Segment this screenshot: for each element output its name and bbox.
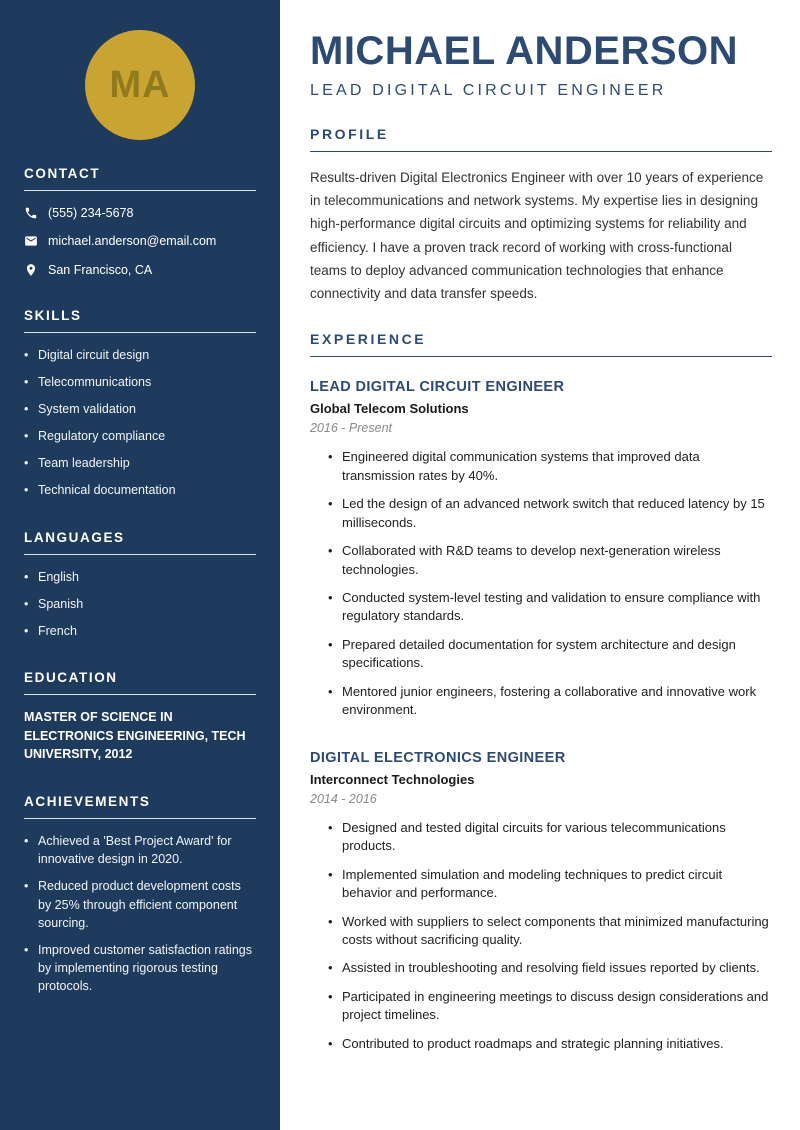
job-bullet: • Collaborated with R&D teams to develop next-generation wireless technologies.	[328, 542, 772, 579]
person-name: MICHAEL ANDERSON	[310, 29, 739, 73]
language-item: • Spanish	[24, 595, 256, 613]
languages-heading: LANGUAGES	[24, 530, 256, 555]
skills-list	[24, 346, 256, 500]
job-title: LEAD DIGITAL CIRCUIT ENGINEER	[310, 379, 565, 396]
contact-location-text: San Francisco, CA	[48, 262, 153, 277]
avatar	[85, 30, 195, 140]
job-entry	[310, 750, 772, 1054]
skill-item: • Regulatory compliance	[24, 427, 256, 445]
achievements-heading: ACHIEVEMENTS	[24, 794, 256, 819]
job-bullet: • Implemented simulation and modeling techniques to predict circuit behavior and performance.	[328, 866, 772, 903]
achievements-section	[24, 794, 256, 995]
job-company: Global Telecom Solutions	[310, 401, 469, 417]
languages-list	[24, 568, 256, 640]
contact-phone-text: (555) 234-5678	[48, 206, 134, 220]
job-entry	[310, 379, 772, 719]
job-bullet: • Participated in engineering meetings to discuss design considerations and project timelines.	[328, 988, 772, 1025]
skill-item: • Digital circuit design	[24, 346, 256, 364]
skill-item: • Technical documentation	[24, 481, 256, 499]
job-bullet: • Worked with suppliers to select components that minimized manufacturing costs without sacrificing quality.	[328, 913, 772, 950]
achievements-list	[24, 832, 256, 995]
education-section	[24, 670, 256, 764]
job-bullet: • Conducted system-level testing and validation to ensure compliance with regulatory standards.	[328, 589, 772, 626]
job-bullet: • Mentored junior engineers, fostering a collaborative and innovative work environment.	[328, 683, 772, 720]
achievement-item: • Improved customer satisfaction ratings by implementing rigorous testing protocols.	[24, 941, 256, 995]
job-bullet: • Prepared detailed documentation for system architecture and design specifications.	[328, 636, 772, 673]
job-bullet: • Designed and tested digital circuits for various telecommunications products.	[328, 819, 772, 856]
profile-text: Results-driven Digital Electronics Engineer with over 10 years of experience in telecommunications and network systems. My expertise lies in designing high-performance digital circuits and optimizing systems for reliability and efficiency. I have a proven track record of working with cross-functional teams to deploy advanced communication technologies that enhance connectivity and data transfer speeds.	[310, 170, 764, 302]
language-item: • French	[24, 622, 256, 640]
education-heading: EDUCATION	[24, 670, 256, 695]
job-bullet: • Assisted in troubleshooting and resolving field issues reported by clients.	[328, 959, 772, 977]
phone-icon	[24, 206, 38, 220]
job-bullet-list	[310, 819, 772, 1054]
profile-heading: PROFILE	[310, 126, 772, 152]
contact-item-phone	[24, 205, 256, 221]
contact-item-location	[24, 262, 256, 278]
languages-section	[24, 530, 256, 640]
job-bullet: • Led the design of an advanced network switch that reduced latency by 15 milliseconds.	[328, 495, 772, 532]
skill-item: • System validation	[24, 400, 256, 418]
contact-section	[24, 166, 256, 278]
job-bullet: • Engineered digital communication systems that improved data transmission rates by 40%.	[328, 448, 772, 485]
skill-item: • Telecommunications	[24, 373, 256, 391]
main-content	[280, 0, 800, 1130]
job-dates: 2016 - Present	[310, 421, 392, 436]
contact-heading: CONTACT	[24, 166, 256, 191]
job-bullet-list	[310, 448, 772, 719]
profile-section	[310, 126, 772, 305]
skills-section	[24, 308, 256, 500]
experience-section	[310, 331, 772, 1053]
job-title: DIGITAL ELECTRONICS ENGINEER	[310, 749, 566, 766]
contact-email-text: michael.anderson@email.com	[48, 234, 217, 249]
job-company: Interconnect Technologies	[310, 771, 475, 787]
achievement-item: • Achieved a 'Best Project Award' for innovative design in 2020.	[24, 832, 256, 868]
email-icon	[24, 234, 38, 248]
job-bullet: • Contributed to product roadmaps and strategic planning initiatives.	[328, 1035, 772, 1053]
person-title: LEAD DIGITAL CIRCUIT ENGINEER	[310, 82, 667, 99]
contact-list	[24, 205, 256, 278]
education-text: MASTER OF SCIENCE IN ELECTRONICS ENGINEERING, TECH UNIVERSITY, 2012	[24, 709, 246, 762]
language-item: • English	[24, 568, 256, 586]
achievement-item: • Reduced product development costs by 25% through efficient component sourcing.	[24, 877, 256, 931]
sidebar	[0, 0, 280, 1130]
contact-item-email	[24, 233, 256, 249]
skills-heading: SKILLS	[24, 308, 256, 333]
skill-item: • Team leadership	[24, 454, 256, 472]
location-icon	[24, 263, 38, 277]
job-dates: 2014 - 2016	[310, 791, 377, 806]
avatar-initials: MA	[109, 63, 171, 106]
experience-heading: EXPERIENCE	[310, 331, 772, 357]
